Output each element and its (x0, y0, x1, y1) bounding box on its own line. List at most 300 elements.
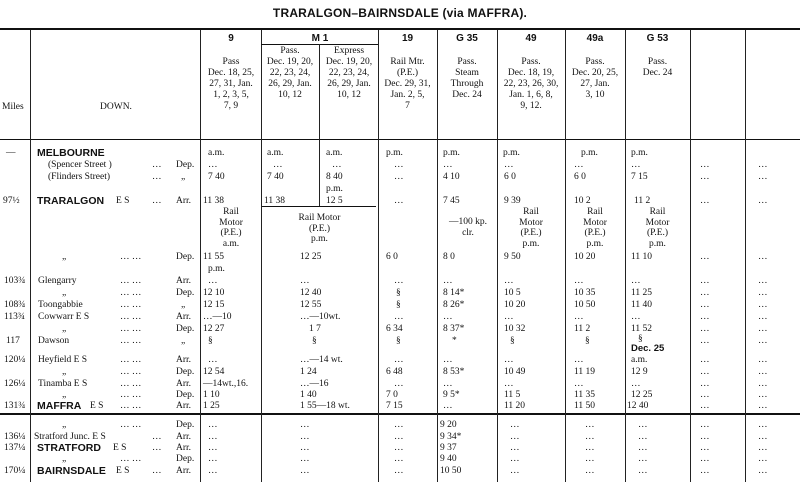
glengarry-arr-49: … (504, 276, 514, 286)
train-m1-number: M 1 (311, 33, 329, 44)
miles-cowwarr: 113¾ (4, 312, 26, 322)
stratford-arr-9: … (208, 443, 218, 453)
tinamba-arr-extra-1: … (700, 379, 710, 389)
glengarry-dep-g53: 11 25 (631, 288, 653, 298)
spencer-m1p: … (273, 160, 283, 170)
station-stratford-es: E S (113, 443, 127, 453)
heyfield-dep-49a: 11 19 (574, 367, 596, 377)
toongabbie-19: § (396, 300, 401, 310)
ditto-tinamba: „ (62, 390, 67, 400)
glengarry-dep-m1: 12 40 (300, 288, 322, 298)
ad-traralgon-dep: Dep. (176, 252, 195, 262)
glengarry-arr-19: … (394, 276, 404, 286)
stratford-dep-49a: … (585, 454, 595, 464)
stratford-arr-g35: 9 37 (440, 443, 457, 453)
melbourne-ampm-m1p: a.m. (267, 148, 284, 158)
train-9-desc: Pass Dec. 18, 25, 27, 31, Jan. 1, 2, 3, 5, 7, 9 (207, 57, 255, 111)
miles-bairnsdale: 170¼ (4, 466, 26, 476)
cowwarr-arr-m1: …—10wt. (300, 312, 341, 322)
cowwarr-dep-g35: 8 37* (443, 324, 465, 334)
glengarry-arr-9: … (208, 276, 218, 286)
heyfield-dep-m1: 1 24 (300, 367, 317, 377)
glengarry-arr-m1: … (300, 276, 310, 286)
toongabbie-9: 12 15 (203, 300, 225, 310)
maffra-arr-49a: 11 50 (574, 401, 596, 411)
tinamba-dep-extra-1: … (700, 390, 710, 400)
dots-traralgon-dep: … … (120, 252, 142, 262)
dawson-49: § (510, 336, 515, 346)
ad-maffra-arr: Arr. (176, 401, 192, 411)
glengarry-dep-extra-1: … (700, 288, 710, 298)
traralgon-arr-19: … (394, 196, 404, 206)
flinders-g53: 7 15 (631, 172, 648, 182)
stratford-junc-9: … (208, 432, 218, 442)
miles-stratford-junc: 136¼ (4, 432, 26, 442)
toongabbie-g53: 11 40 (631, 300, 653, 310)
dots-toongabbie: … … (120, 300, 142, 310)
ad-traralgon-arr: Arr. (176, 196, 192, 206)
dawson-m1: § (312, 336, 317, 346)
tinamba-dep-19: 7 0 (386, 390, 398, 400)
miles-melbourne: — (6, 148, 16, 158)
ditto-traralgon: „ (62, 252, 67, 262)
train-49a-number: 49a (586, 33, 604, 44)
traralgon-arr-g35: 7 45 (443, 196, 460, 206)
stratford-dep-extra-2: … (758, 454, 768, 464)
traralgon-dep-g35: 8 0 (443, 252, 455, 262)
pm-9: p.m. (208, 264, 225, 274)
bairnsdale-9: … (208, 466, 218, 476)
station-heyfield: Heyfield E S (38, 355, 88, 365)
melbourne-ampm-9: a.m. (208, 148, 225, 158)
dots-tinamba-dep: … … (120, 390, 142, 400)
cowwarr-arr-19: … (394, 312, 404, 322)
cowwarr-dep-g53: 11 52 (631, 324, 653, 334)
cowwarr-arr-49a: … (574, 312, 584, 322)
bairnsdale-extra-1: … (700, 466, 710, 476)
flinders-extra-2: … (758, 172, 768, 182)
rail-motor-m1: Rail Motor (P.E.) p.m. (298, 213, 341, 244)
stratford-dep-g53: … (638, 454, 648, 464)
dawson-49a: § (585, 336, 590, 346)
heyfield-dep-g53: 12 9 (631, 367, 648, 377)
dots-stratford-junc: … (152, 432, 162, 442)
glengarry-dep-g35: 8 14* (443, 288, 465, 298)
stratford-arr-g53: … (638, 443, 648, 453)
station-stratford: STRATFORD (37, 442, 101, 454)
stratford-arr-m1: … (300, 443, 310, 453)
traralgon-arr-extra-1: … (700, 196, 710, 206)
station-bairnsdale-es: E S (116, 466, 130, 476)
ditto-glengarry: „ (62, 288, 67, 298)
cowwarr-dep-m1: 1 7 (309, 324, 321, 334)
train-g35-desc: Pass. Steam Through Dec. 24 (450, 57, 484, 100)
g35-note: —100 kp. clr. (449, 217, 487, 238)
flinders-m1p: 7 40 (267, 172, 284, 182)
toongabbie-extra-2: … (758, 300, 768, 310)
miles-glengarry: 103¾ (4, 276, 26, 286)
stratford-junc-19: … (394, 432, 404, 442)
spencer-g35: … (443, 160, 453, 170)
stratford-junc-49: … (510, 432, 520, 442)
rail-motor-49a: Rail Motor (P.E.) p.m. (583, 207, 607, 249)
train-49-number: 49 (525, 33, 537, 44)
train-19-number: 19 (401, 33, 414, 44)
flinders-extra-1: … (700, 172, 710, 182)
maffra-dep-g53: … (638, 420, 648, 430)
traralgon-arr-49a: 10 2 (574, 196, 591, 206)
miles-maffra: 131¾ (4, 401, 26, 411)
tinamba-arr-extra-2: … (758, 379, 768, 389)
stratford-arr-49: … (510, 443, 520, 453)
melbourne-ampm-g35: p.m. (443, 148, 460, 158)
dots-heyfield-dep: … … (120, 367, 142, 377)
heyfield-arr-49a: … (574, 355, 584, 365)
cowwarr-dep-49: 10 32 (504, 324, 526, 334)
toongabbie-extra-1: … (700, 300, 710, 310)
traralgon-dep-extra-1: … (700, 252, 710, 262)
heyfield-arr-9: … (208, 355, 218, 365)
stratford-junc-extra-1: … (700, 432, 710, 442)
stratford-arr-extra-1: … (700, 443, 710, 453)
divider-col-extra (745, 30, 746, 482)
stratford-dep-g35: 9 40 (440, 454, 457, 464)
glengarry-dep-9: 12 10 (203, 288, 225, 298)
traralgon-arr-m1p: 11 38 (264, 196, 286, 206)
bairnsdale-g35: 10 50 (440, 466, 462, 476)
heyfield-arr-g53: a.m. (631, 355, 648, 365)
maffra-dep-g35: 9 20 (440, 420, 457, 430)
station-toongabbie: Toongabbie (38, 300, 83, 310)
traralgon-dep-19: 6 0 (386, 252, 398, 262)
train-9-number: 9 (228, 33, 234, 44)
bairnsdale-49: … (510, 466, 520, 476)
heyfield-arr-49: … (504, 355, 514, 365)
heyfield-dep-9: 12 54 (203, 367, 225, 377)
direction-heading: DOWN. (100, 102, 132, 112)
heyfield-dep-extra-1: … (700, 367, 710, 377)
traralgon-dep-9: 11 55 (203, 252, 225, 262)
tinamba-arr-m1: …—16 (300, 379, 329, 389)
station-maffra-es: E S (90, 401, 104, 411)
ad-tinamba-arr: Arr. (176, 379, 192, 389)
maffra-dep-extra-2: … (758, 420, 768, 430)
ad-heyfield-arr: Arr. (176, 355, 192, 365)
train-m1-express-desc: Express Dec. 19, 20, 22, 23, 24, 26, 29, Jan. 10, 12 (325, 46, 373, 100)
ad-stratford-arr: Arr. (176, 443, 192, 453)
ad-flinders: „ (181, 172, 186, 182)
dots-dawson: … … (120, 336, 142, 346)
heyfield-dep-g35: 8 53* (443, 367, 465, 377)
tinamba-arr-g35: … (443, 379, 453, 389)
station-glengarry: Glengarry (38, 276, 77, 286)
cowwarr-dep-9: 12 27 (203, 324, 225, 334)
miles-tinamba: 126¼ (4, 379, 26, 389)
ad-dawson: „ (181, 336, 186, 346)
dots-maffra-dep: … … (120, 420, 142, 430)
cowwarr-dep-19: 6 34 (386, 324, 403, 334)
maffra-dep-49: … (510, 420, 520, 430)
maffra-dep-49a: … (585, 420, 595, 430)
stratford-dep-m1: … (300, 454, 310, 464)
cowwarr-arr-49: … (504, 312, 514, 322)
spencer-49a: … (574, 160, 584, 170)
traralgon-dep-49a: 10 20 (574, 252, 596, 262)
station-tinamba: Tinamba E S (38, 379, 88, 389)
traralgon-dep-m1: 12 25 (300, 252, 322, 262)
tinamba-dep-49a: 11 35 (574, 390, 596, 400)
flinders-g35: 4 10 (443, 172, 460, 182)
stratford-dep-extra-1: … (700, 454, 710, 464)
top-rule (0, 28, 800, 30)
flinders-49a: 6 0 (574, 172, 586, 182)
glengarry-arr-extra-1: … (700, 276, 710, 286)
melbourne-ampm-g53: p.m. (631, 148, 648, 158)
spencer-m1x: … (332, 160, 342, 170)
melbourne-ampm-49a: p.m. (581, 148, 598, 158)
dots-glengarry-dep: … … (120, 288, 142, 298)
heyfield-arr-m1: …—14 wt. (300, 355, 343, 365)
melbourne-ampm-m1x: a.m. (326, 148, 343, 158)
station-dawson: Dawson (38, 336, 70, 346)
tinamba-arr-9: —14wt.,16. (203, 379, 249, 389)
spencer-9: … (208, 160, 218, 170)
flinders-9: 7 40 (208, 172, 225, 182)
maffra-rule (0, 413, 800, 415)
dots-traralgon: … (152, 196, 162, 206)
dots-spencer: … (152, 160, 162, 170)
ad-stratford-junc: Arr. (176, 432, 192, 442)
ad-bairnsdale-arr: Arr. (176, 466, 192, 476)
station-traralgon-es: E S (116, 196, 130, 206)
maffra-dep-9: … (208, 420, 218, 430)
tinamba-arr-19: … (394, 379, 404, 389)
miles-heading: Miles (2, 102, 24, 112)
stratford-junc-49a: … (585, 432, 595, 442)
toongabbie-49: 10 20 (504, 300, 526, 310)
station-spencer-street: (Spencer Street ) (48, 160, 112, 170)
station-bairnsdale: BAIRNSDALE (37, 465, 106, 477)
tinamba-arr-g53: … (631, 379, 641, 389)
dots-stratford-dep: … … (120, 454, 142, 464)
rail-motor-49: Rail Motor (P.E.) p.m. (519, 207, 543, 249)
dots-heyfield: … … (120, 355, 142, 365)
stratford-dep-19: … (394, 454, 404, 464)
stratford-junc-g35: 9 34* (440, 432, 462, 442)
divider-col-g53 (690, 30, 691, 482)
ad-stratford-dep: Dep. (176, 454, 195, 464)
train-49-desc: Pass. Dec. 18, 19, 22, 23, 26, 30, Jan. 1, 6, 8, 9, 12. (503, 57, 559, 111)
glengarry-arr-g53: … (631, 276, 641, 286)
miles-stratford: 137¼ (4, 443, 26, 453)
header-rule (0, 139, 800, 140)
heyfield-arr-g35: … (443, 355, 453, 365)
ad-cowwarr-dep: Dep. (176, 324, 195, 334)
train-g35-number: G 35 (456, 33, 478, 44)
miles-toongabbie: 108¾ (4, 300, 26, 310)
train-g53-number: G 53 (646, 33, 669, 44)
bairnsdale-m1: … (300, 466, 310, 476)
tinamba-dep-49: 11 5 (504, 390, 521, 400)
dots-glengarry: … … (120, 276, 142, 286)
train-g53-desc: Pass. Dec. 24 (642, 57, 673, 78)
melbourne-ampm-19: p.m. (386, 148, 403, 158)
ad-cowwarr-arr: Arr. (176, 312, 192, 322)
cowwarr-dep-extra-1: … (700, 324, 710, 334)
bairnsdale-extra-2: … (758, 466, 768, 476)
maffra-arr-g53: 12 40 (627, 401, 649, 411)
stratford-junc-g53: … (638, 432, 648, 442)
station-cowwarr: Cowwarr E S (38, 312, 90, 322)
glengarry-dep-49a: 10 35 (574, 288, 596, 298)
bairnsdale-g53: … (638, 466, 648, 476)
miles-heyfield: 120¼ (4, 355, 26, 365)
miles-dawson: 117 (6, 336, 20, 346)
ditto-heyfield: „ (62, 367, 67, 377)
glengarry-arr-extra-2: … (758, 276, 768, 286)
traralgon-dep-g53: 11 10 (631, 252, 653, 262)
ad-heyfield-dep: Dep. (176, 367, 195, 377)
glengarry-dep-extra-2: … (758, 288, 768, 298)
maffra-arr-extra-1: … (700, 401, 710, 411)
glengarry-arr-49a: … (574, 276, 584, 286)
rail-motor-g53: Rail Motor (P.E.) p.m. (645, 207, 670, 249)
stratford-dep-9: … (208, 454, 218, 464)
ditto-stratford: „ (62, 454, 67, 464)
stratford-junc-m1: … (300, 432, 310, 442)
traralgon-arr-9: 11 38 (203, 196, 225, 206)
tinamba-arr-49a: … (574, 379, 584, 389)
dawson-g53: § (638, 334, 643, 344)
station-traralgon: TRARALGON (37, 195, 105, 207)
ad-tinamba-dep: Dep. (176, 390, 195, 400)
train-19-desc: Rail Mtr. (P.E.) Dec. 29, 31, Jan. 2, 5, 7 (384, 57, 431, 111)
pm-m1x: p.m. (326, 184, 343, 194)
maffra-arr-9: 1 25 (203, 401, 220, 411)
cowwarr-dep-49a: 11 2 (574, 324, 591, 334)
bairnsdale-49a: … (585, 466, 595, 476)
tinamba-arr-49: … (504, 379, 514, 389)
ditto-maffra: „ (62, 420, 67, 430)
traralgon-arr-m1x: 12 5 (326, 196, 343, 206)
ad-glengarry-dep: Dep. (176, 288, 195, 298)
dawson-g35: * (452, 336, 457, 346)
page-title: TRARALGON–BAIRNSDALE (via MAFFRA). (272, 6, 528, 20)
dawson-19: § (396, 336, 401, 346)
toongabbie-m1: 12 55 (300, 300, 322, 310)
maffra-dep-m1: … (300, 420, 310, 430)
traralgon-dep-49: 9 50 (504, 252, 521, 262)
maffra-arr-49: 11 20 (504, 401, 526, 411)
heyfield-dep-extra-2: … (758, 367, 768, 377)
spencer-49: … (504, 160, 514, 170)
ad-spencer: Dep. (176, 160, 195, 170)
traralgon-dep-extra-2: … (758, 252, 768, 262)
dots-stratford: … (152, 443, 162, 453)
maffra-arr-19: 7 15 (386, 401, 403, 411)
dots-cowwarr: … … (120, 312, 142, 322)
ad-maffra-dep: Dep. (176, 420, 195, 430)
traralgon-arr-g53: 11 2 (634, 196, 651, 206)
toongabbie-49a: 10 50 (574, 300, 596, 310)
stratford-arr-49a: … (585, 443, 595, 453)
stratford-arr-extra-2: … (758, 443, 768, 453)
cowwarr-arr-extra-1: … (700, 312, 710, 322)
rail-motor-9: Rail Motor (P.E.) a.m. (219, 207, 243, 249)
glengarry-dep-49: 10 5 (504, 288, 521, 298)
dots-maffra: … … (120, 401, 142, 411)
bairnsdale-19: … (394, 466, 404, 476)
miles-traralgon: 97½ (3, 196, 20, 206)
cowwarr-arr-g53: … (631, 312, 641, 322)
tinamba-dep-m1: 1 40 (300, 390, 317, 400)
maffra-arr-extra-2: … (758, 401, 768, 411)
heyfield-arr-extra-2: … (758, 355, 768, 365)
traralgon-arr-49: 9 39 (504, 196, 521, 206)
heyfield-dep-19: 6 48 (386, 367, 403, 377)
cowwarr-arr-g35: … (443, 312, 453, 322)
spencer-19: … (394, 160, 404, 170)
maffra-dep-extra-1: … (700, 420, 710, 430)
dawson-9: § (208, 336, 213, 346)
toongabbie-g35: 8 26* (443, 300, 465, 310)
dec25-label: Dec. 25 (631, 343, 665, 354)
flinders-19: … (394, 172, 404, 182)
glengarry-arr-g35: … (443, 276, 453, 286)
tinamba-dep-g35: 9 5* (443, 390, 460, 400)
ditto-cowwarr: „ (62, 324, 67, 334)
heyfield-arr-extra-1: … (700, 355, 710, 365)
maffra-dep-19: … (394, 420, 404, 430)
tinamba-dep-extra-2: … (758, 390, 768, 400)
maffra-arr-m1: 1 55—18 wt. (300, 401, 350, 411)
ad-toongabbie: „ (181, 300, 186, 310)
dawson-extra-1: … (700, 336, 710, 346)
stratford-dep-49: … (510, 454, 520, 464)
heyfield-dep-49: 10 49 (504, 367, 526, 377)
spencer-extra-1: … (700, 160, 710, 170)
spencer-g53: … (631, 160, 641, 170)
dawson-extra-2: … (758, 336, 768, 346)
tinamba-dep-g53: 12 25 (631, 390, 653, 400)
divider-miles (30, 30, 31, 482)
dots-flinders: … (152, 172, 162, 182)
heyfield-arr-19: … (394, 355, 404, 365)
melbourne-ampm-49: p.m. (503, 148, 520, 158)
station-melbourne: MELBOURNE (37, 147, 105, 159)
cowwarr-arr-9: …—10 (203, 312, 232, 322)
cowwarr-arr-extra-2: … (758, 312, 768, 322)
tinamba-dep-9: 1 10 (203, 390, 220, 400)
spencer-extra-2: … (758, 160, 768, 170)
cowwarr-dep-extra-2: … (758, 324, 768, 334)
train-m1-pass-desc: Pass. Dec. 19, 20, 22, 23, 24, 26, 29, Jan. 10, 12 (266, 46, 314, 100)
station-flinders-street: (Flinders Street) (48, 172, 111, 182)
stratford-junc-extra-2: … (758, 432, 768, 442)
stratford-arr-19: … (394, 443, 404, 453)
station-stratford-junc: Stratford Junc. E S (34, 432, 106, 442)
dots-cowwarr-dep: … … (120, 324, 142, 334)
train-49a-desc: Pass. Dec. 20, 25, 27, Jan. 3, 10 (571, 57, 619, 100)
ad-glengarry-arr: Arr. (176, 276, 192, 286)
flinders-m1x: 8 40 (326, 172, 343, 182)
dots-tinamba: … … (120, 379, 142, 389)
dots-bairnsdale: … (152, 466, 162, 476)
maffra-arr-g35: … (443, 401, 453, 411)
flinders-49: 6 0 (504, 172, 516, 182)
traralgon-arr-extra-2: … (758, 196, 768, 206)
station-maffra: MAFFRA (37, 400, 82, 412)
